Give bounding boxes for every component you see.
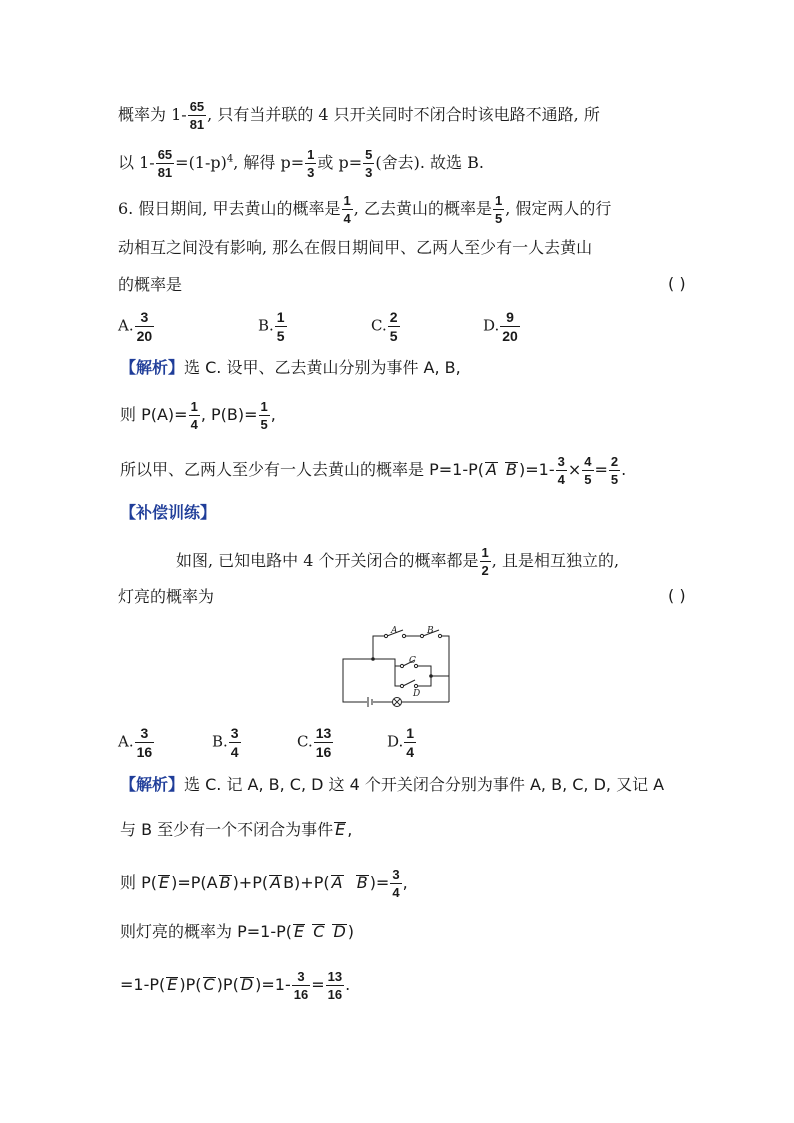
wire (441, 636, 449, 702)
extra-solution-4: 则灯亮的概率为 P=1-P( E C D ) (120, 922, 355, 941)
fraction: $\frac{1}{4}$ (190, 399, 198, 432)
answer-blank: ( ) (668, 274, 686, 293)
fraction: $\frac{1}{4}$ (343, 193, 351, 226)
extra-stem-2: 灯亮的概率为 (118, 587, 215, 606)
wire (417, 676, 449, 686)
extra-option-b: B. $\frac{3}{4}$ (212, 725, 239, 760)
fraction: $\frac{1}{5}$ (494, 193, 503, 226)
answer-blank: ( ) (668, 586, 686, 605)
wire (417, 666, 431, 676)
extra-option-c: C. $\frac{13}{16}$ (297, 725, 332, 760)
fraction: $\frac{3}{16}$ (293, 969, 309, 1002)
fraction: $\frac{13}{16}$ (327, 969, 343, 1002)
fraction: $\frac{3}{4}$ (557, 454, 565, 487)
circuit-diagram (335, 624, 460, 710)
wire (395, 666, 401, 686)
extra-heading: 【补偿训练】 (120, 503, 217, 522)
junction (371, 657, 375, 661)
q6-stem-2: 动相互之间没有影响, 那么在假日期间甲、乙两人至少有一人去黄山 (118, 238, 593, 257)
fraction: $\frac{65}{81}$ (157, 147, 173, 180)
fraction: $\frac{5}{3}$ (365, 147, 373, 180)
extra-option-a: A. $\frac{3}{16}$ (118, 725, 153, 760)
fraction: $\frac{1}{3}$ (307, 147, 315, 180)
q6-option-c: C. $\frac{2}{5}$ (371, 309, 398, 344)
q6-solution-3: 所以甲、乙两人至少有一人去黄山的概率是 P=1-P( A B )=1- $\frac{3}{4}$ × $\frac{4}{5}$ = $\frac{2}{5}$ . (120, 454, 627, 487)
extra-solution-5: =1-P( E )P( C )P( D )=1- $\frac{3}{16}$ = $\frac{13}{16}$ . (120, 969, 351, 1002)
q6-solution-2: 则 P(A)= $\frac{1}{4}$ , P(B)= $\frac{1}{5}$ , (120, 399, 276, 432)
label-a: A (391, 626, 398, 636)
switch-d (403, 680, 415, 686)
q6-option-d: D. $\frac{9}{20}$ (483, 309, 518, 344)
fraction: $\frac{2}{5}$ (610, 454, 619, 487)
q6-option-b: B. $\frac{1}{5}$ (258, 309, 285, 344)
fraction: $\frac{4}{5}$ (584, 454, 592, 487)
fraction: $\frac{3}{4}$ (392, 867, 400, 900)
extra-option-d: D. $\frac{1}{4}$ (387, 725, 415, 760)
solution-tag: 【解析】 (120, 775, 185, 794)
q5-line-1: 概率为 1- $\frac{65}{81}$ , 只有当并联的 4 只开关同时不闭合时该电路不通路, 所 (118, 99, 600, 132)
wire (373, 636, 385, 659)
wire (343, 659, 373, 702)
label-b: B (427, 626, 434, 636)
q5-line-2: 以 1- $\frac{65}{81}$ $=(1-p)^4$, 解得 p= $\frac{1}{3}$ 或 p= $\frac{5}{3}$ (舍去). 故选 B. (118, 147, 484, 180)
q6-stem-1: 6. 假日期间, 甲去黄山的概率是 $\frac{1}{4}$ , 乙去黄山的概率是 $\frac{1}{5}$ , 假定两人的行 (118, 193, 612, 226)
extra-solution-1: 【解析】选 C. 记 A, B, C, D 这 4 个开关闭合分别为事件 A, B, C, D, 又记 A (120, 775, 665, 794)
label-d: D (413, 689, 421, 699)
fraction: $\frac{1}{5}$ (260, 399, 268, 432)
junction (429, 674, 433, 678)
q6-solution-1: 【解析】选 C. 设甲、乙去黄山分别为事件 A, B, (120, 358, 461, 377)
wire (373, 659, 395, 666)
label-c: C (409, 656, 416, 666)
solution-tag: 【解析】 (120, 358, 185, 377)
q6-stem-3: 的概率是 (118, 275, 183, 294)
extra-solution-3: 则 P( E )=P(A B )+P( A B)+P( A B )= $\frac{3}{4}$ , (120, 867, 408, 900)
fraction: $\frac{65}{81}$ (189, 99, 205, 132)
q6-option-a: A. $\frac{3}{20}$ (118, 309, 153, 344)
fraction: $\frac{1}{2}$ (481, 545, 489, 578)
extra-solution-2: 与 B 至少有一个不闭合为事件 E , (120, 820, 353, 839)
extra-stem-1: 如图, 已知电路中 4 个开关闭合的概率都是 $\frac{1}{2}$ , 且是相互独立的, (176, 545, 620, 578)
